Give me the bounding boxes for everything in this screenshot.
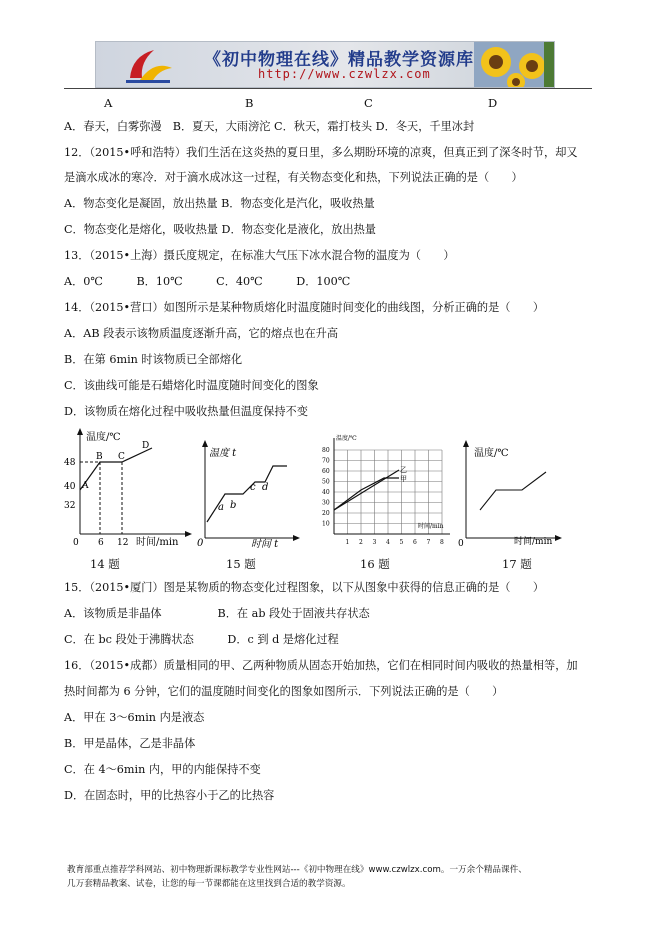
q13-options: A．0℃ B．10℃ C．40℃ D．100℃ — [64, 275, 351, 288]
f14-xtick-0: 0 — [73, 538, 79, 548]
q12-stem-line1: 12．（2015•呼和浩特）我们生活在这炎热的夏日里，多么期盼环境的凉爽，但真正到了深冬时节，却又 — [64, 146, 578, 159]
f14-ytick-32: 32 — [64, 501, 76, 511]
figure-17-temperature-graph — [458, 440, 563, 548]
caption-17: 17 题 — [502, 557, 532, 571]
f16-xtick: 1 — [345, 539, 350, 546]
f14-xtick-6: 6 — [98, 538, 104, 548]
banner-title: 《初中物理在线》精品教学资源库 — [204, 50, 474, 70]
q11-letter-c: C — [364, 96, 373, 110]
f16-series-yi-label: 乙 — [400, 466, 407, 474]
q14-option-b: B．在第 6min 时该物质已全部熔化 — [64, 353, 243, 366]
q15-stem: 15．（2015•厦门）图是某物质的物态变化过程图象，以下从图象中获得的信息正确的是（ ） — [64, 581, 545, 594]
f16-xtick: 5 — [399, 539, 404, 546]
header-banner — [95, 41, 555, 88]
q16-stem-line2: 热时间都为 6 分钟，它们的温度随时间变化的图象如图所示．下列说法正确的是（ ） — [64, 685, 504, 698]
f15-curve — [207, 466, 287, 522]
q14-stem: 14．（2015•营口）如图所示是某种物质熔化时温度随时间变化的曲线图，分析正确的是（ ） — [64, 301, 545, 314]
q11-letter-b: B — [245, 96, 254, 110]
f16-ytick: 80 — [322, 447, 330, 454]
q11-letter-d: D — [488, 96, 498, 110]
q14-option-a: A．AB 段表示该物质温度逐渐升高，它的熔点也在升高 — [64, 327, 339, 340]
f15-ylabel: 温度 t — [209, 448, 237, 459]
f16-xtick: 8 — [440, 539, 444, 546]
q16-option-d: D．在固态时，甲的比热容小于乙的比热容 — [64, 789, 275, 802]
q15-options-cd: C．在 bc 段处于沸腾状态 D．c 到 d 是熔化过程 — [64, 633, 339, 646]
f17-curve — [480, 472, 546, 510]
f15-x-arrow — [293, 535, 300, 541]
f16-xtick: 3 — [372, 539, 377, 546]
f14-point-b: B — [96, 452, 103, 462]
q16-option-b: B．甲是晶体，乙是非晶体 — [64, 737, 196, 750]
f14-y-arrow — [77, 428, 83, 435]
f14-point-d: D — [142, 441, 150, 451]
f14-point-a: A — [82, 481, 89, 491]
f14-ytick-48: 48 — [64, 458, 76, 468]
caption-14: 14 题 — [90, 557, 120, 571]
q11-options: A．春天，白雾弥漫 B．夏天，大雨滂沱 C．秋天，霜打枝头 D．冬天，千里冰封 — [64, 120, 475, 133]
f14-ylabel: 温度/℃ — [86, 432, 121, 443]
f15-point-d: d — [262, 482, 269, 493]
f16-ytick: 20 — [322, 510, 330, 517]
figure-14-melting-graph — [62, 428, 192, 550]
figure-15-phase-change-graph — [195, 440, 300, 548]
f14-ytick-40: 40 — [64, 482, 76, 492]
site-logo-icon — [120, 42, 180, 87]
f17-origin: 0 — [458, 539, 464, 548]
f16-ytick: 60 — [322, 468, 330, 475]
f15-xlabel: 时间 t — [251, 539, 279, 548]
f15-point-c: c — [250, 482, 256, 493]
figure-16-grid-graph — [318, 432, 454, 550]
banner-url: http://www.czwlzx.com — [258, 67, 431, 81]
f15-point-a: a — [218, 502, 224, 513]
f16-xtick: 7 — [426, 539, 431, 546]
f17-y-arrow — [463, 440, 469, 447]
f15-point-b: b — [230, 500, 237, 511]
f16-ytick: 70 — [322, 457, 330, 465]
f16-ytick: 10 — [322, 520, 330, 528]
f16-ytick: 50 — [322, 478, 330, 486]
f14-xlabel: 时间/min — [136, 537, 179, 548]
q12-stem-line2: 是滴水成冰的寒冷．对于滴水成冰这一过程，有关物态变化和热，下列说法正确的是（ ） — [64, 171, 523, 184]
caption-16: 16 题 — [360, 557, 390, 571]
f17-xlabel: 时间/min — [514, 537, 553, 547]
f17-ylabel: 温度/℃ — [474, 448, 509, 459]
page-footer — [67, 863, 527, 891]
f15-y-arrow — [202, 440, 208, 447]
f14-xtick-12: 12 — [117, 538, 129, 548]
caption-15: 15 题 — [226, 557, 256, 571]
f16-ytick: 30 — [322, 499, 330, 507]
q16-stem-line1: 16．（2015•成都）质量相同的甲、乙两种物质从固态开始加热，它们在相同时间内吸收的热量相等，加 — [64, 659, 578, 672]
f16-xtick: 6 — [413, 539, 417, 546]
sunflower-image — [474, 42, 554, 87]
f15-origin: 0 — [197, 538, 204, 548]
footer-line1: 教育部重点推荐学科网站、初中物理新课标教学专业性网站---《初中物理在线》www.czwlzx.com。一万余个精品课件、 — [67, 865, 527, 875]
q15-options-ab: A．该物质是非晶体 B．在 ab 段处于固液共存状态 — [64, 607, 370, 620]
f16-xtick: 2 — [359, 539, 363, 546]
q16-option-a: A．甲在 3～6min 内是液态 — [64, 711, 205, 724]
q12-options-cd: C．物态变化是熔化，吸收热量 D．物态变化是液化，放出热量 — [64, 223, 376, 236]
f16-xtick: 4 — [386, 539, 390, 546]
f16-series-jia-line — [334, 478, 399, 510]
header-rule — [64, 88, 592, 89]
q14-option-d: D．该物质在熔化过程中吸收热量但温度保持不变 — [64, 405, 308, 418]
f16-xlabel: 时间/min — [418, 523, 444, 530]
footer-line2: 几万套精品教案、试卷，让您的每一节课都能在这里找到合适的教学资源。 — [67, 879, 351, 889]
f17-x-arrow — [555, 535, 562, 541]
f16-series-yi-line — [334, 470, 399, 510]
f14-point-c: C — [118, 452, 125, 462]
q16-option-c: C．在 4～6min 内，甲的内能保持不变 — [64, 763, 261, 776]
f16-ytick: 40 — [322, 489, 330, 496]
f16-series-jia-label: 甲 — [400, 475, 407, 483]
q14-option-c: C．该曲线可能是石蜡熔化时温度随时间变化的图象 — [64, 379, 319, 392]
q11-letter-a: A — [104, 96, 113, 110]
f14-curve — [80, 448, 152, 490]
f16-ylabel: 温度/℃ — [336, 435, 357, 442]
f14-x-arrow — [185, 531, 192, 537]
q12-options-ab: A．物态变化是凝固，放出热量 B．物态变化是汽化，吸收热量 — [64, 197, 375, 210]
q13-stem: 13．（2015•上海）摄氏度规定，在标准大气压下冰水混合物的温度为（ ） — [64, 249, 455, 262]
